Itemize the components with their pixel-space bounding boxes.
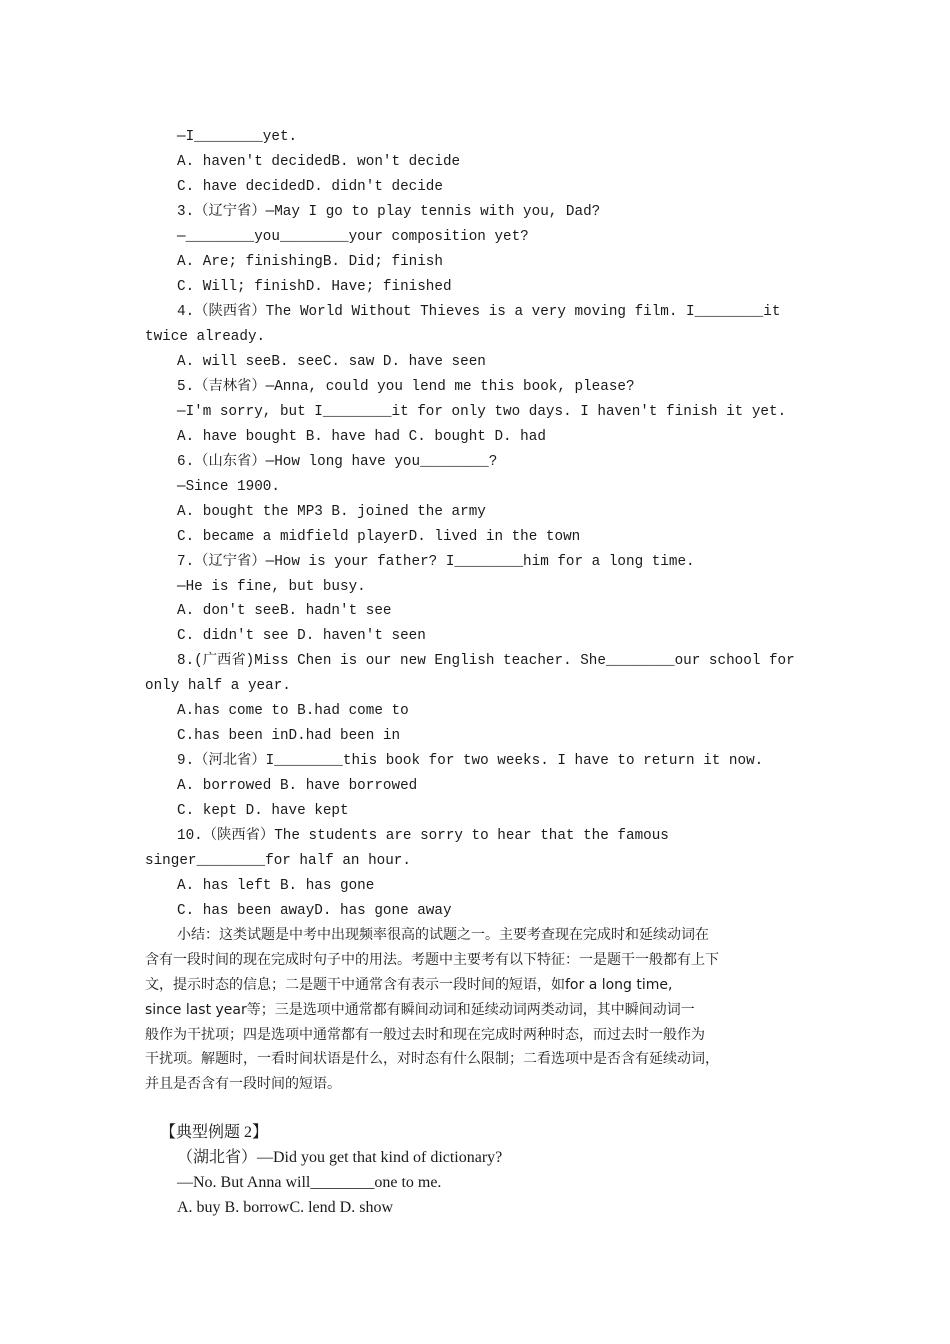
text-line: C. kept D. have kept <box>177 803 349 819</box>
text-line: C. Will; finishD. Have; finished <box>177 279 452 295</box>
text-line: A. borrowed B. have borrowed <box>177 778 418 794</box>
text-line: only half a year. <box>145 678 291 694</box>
text-line: C. has been awayD. has gone away <box>177 903 452 919</box>
text-line: C.has been inD.had been in <box>177 728 401 744</box>
text-line: A. haven't decidedB. won't decide <box>177 154 461 170</box>
summary-line: 干扰项。解题时，一看时间状语是什么，对时态有什么限制；二看选项中是否含有延续动词， <box>145 1051 719 1067</box>
text-line: A. don't seeB. hadn't see <box>177 603 392 619</box>
text-line: A. bought the MP3 B. joined the army <box>177 504 486 520</box>
summary-line: 小结：这类试题是中考中出现频率很高的试题之一。主要考查现在完成时和延续动词在 <box>177 927 709 943</box>
summary-line: 般作为干扰项；四是选项中通常都有一般过去时和现在完成时两种时态，而过去时一般作为 <box>145 1027 705 1043</box>
text-line: singer________for half an hour. <box>145 853 411 869</box>
text-line: A. have bought B. have had C. bought D. had <box>177 429 546 445</box>
summary-line: 文，提示时态的信息；二是题干中通常含有表示一段时间的短语，如for a long time, <box>145 977 673 993</box>
summary-line: 并且是否含有一段时间的短语。 <box>145 1076 341 1092</box>
example-question: （湖北省）—Did you get that kind of dictionary? <box>177 1149 503 1166</box>
text-line: —I________yet. <box>177 129 298 145</box>
text-line: A. will seeB. seeC. saw D. have seen <box>177 354 486 370</box>
text-line: A. has left B. has gone <box>177 878 375 894</box>
text-line: —I'm sorry, but I________it for only two days. I haven't finish it yet. <box>177 404 787 420</box>
text-line: twice already. <box>145 329 266 345</box>
question-3: 3.（辽宁省）—May I go to play tennis with you, Dad? <box>177 204 601 220</box>
question-9: 9.（河北省）I________this book for two weeks. I have to return it now. <box>177 753 764 769</box>
example-options: A. buy B. borrowC. lend D. show <box>177 1199 393 1216</box>
question-6: 6.（山东省）—How long have you________? <box>177 454 498 470</box>
text-line: C. have decidedD. didn't decide <box>177 179 443 195</box>
summary-line: 含有一段时间的现在完成时句子中的用法。考题中主要考有以下特征：一是题干一般都有上下 <box>145 952 719 968</box>
question-7: 7.（辽宁省）—How is your father? I________him for a long time. <box>177 554 695 570</box>
text-line: —He is fine, but busy. <box>177 579 366 595</box>
text-line: —________you________your composition yet? <box>177 229 529 245</box>
text-line: C. became a midfield playerD. lived in the town <box>177 529 581 545</box>
text-line: A. Are; finishingB. Did; finish <box>177 254 443 270</box>
text-line: C. didn't see D. haven't seen <box>177 628 426 644</box>
text-line: A.has come to B.had come to <box>177 703 409 719</box>
example-line: —No. But Anna will________one to me. <box>177 1174 442 1191</box>
summary-line: since last year等；三是选项中通常都有瞬间动词和延续动词两类动词，其中瞬间动词一 <box>145 1002 695 1018</box>
question-8: 8.(广西省)Miss Chen is our new English teacher. She________our school for <box>177 653 795 669</box>
text-line: —Since 1900. <box>177 479 280 495</box>
question-4: 4.（陕西省）The World Without Thieves is a very moving film. I________it <box>177 304 781 320</box>
example-heading: 【典型例题 2】 <box>160 1124 269 1141</box>
question-5: 5.（吉林省）—Anna, could you lend me this book, please? <box>177 379 635 395</box>
question-10: 10.（陕西省）The students are sorry to hear that the famous <box>177 828 669 844</box>
